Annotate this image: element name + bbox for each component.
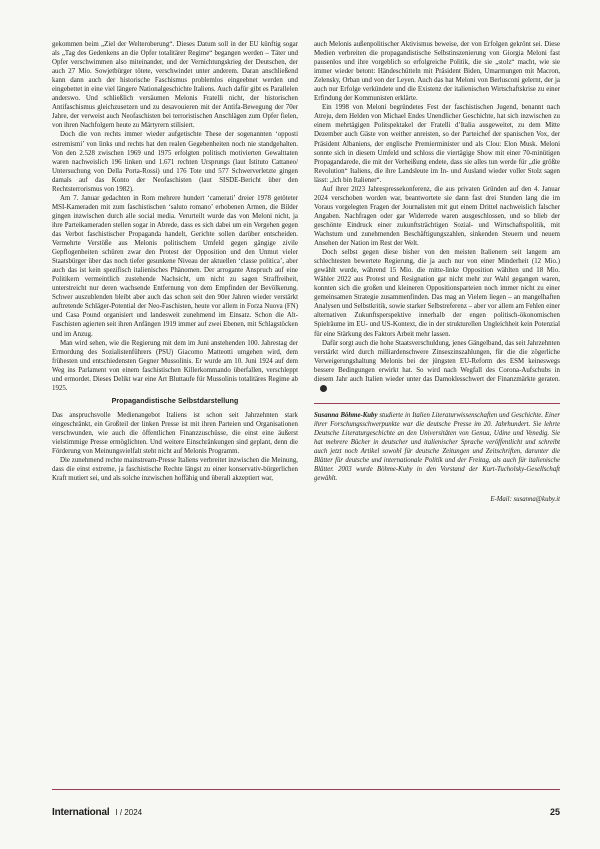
footer-left	[52, 802, 142, 820]
author-bio	[314, 411, 560, 484]
paragraph: Doch die von rechts immer wieder aufgetischte These der sogenannten ‘opposti estremismi’ von links und rechts hat den realen Gegebenheiten noch nie standgehalten. Von den 2.528 zwischen 1969 und 1975 erfolgten politisch motivierten Gewalttaten waren nachweislich 196 linken und 1.671 rechten Ursprungs (laut Istituto Cattaneo/ Untersuchung von Della Porta-Rossi) und 176 Tote und 577 Schwerverletzte gingen damals auf das Konto der Neofaschisten (laut SISDE-Bericht über den Rechtsterrorismus von 1982).	[52, 131, 298, 193]
right-column	[314, 40, 560, 760]
author-email: E-Mail: susanna@kuby.it	[490, 495, 560, 503]
paragraph: Die zunehmend rechte mainstream-Presse Italiens verbreitet inzwischen die Meinung, dass die einst extreme, ja faschistische Rechte längst zu einer konservativ-bürgerlichen Kraft mutiert sei, und als solche inzwischen hoffähig und überall akzeptiert war,	[52, 457, 298, 483]
last-paragraph	[314, 339, 560, 393]
paragraph: gekommen beim „Ziel der Welteroberung“. Dieses Datum soll in der EU künftig sogar als „Tag des Gedenkens an die Opfer totalitärer Regime“ begangen werden – Täter und Opfer verschwimmen also miteinander, und der Vernichtungskrieg der Deutschen, der auch 27 Mio. Sowjetbürger tötete, verschwindet unter anderem. Daran anschließend kann dann auch der historische Faschismus problemlos eingeebnet werden und eingebettet in eine viel längere Nationalgeschichte Italiens. Auch dafür gibt es Parallelen anderswo. Und schließlich versäumen Melonis Fratelli nicht, der historischen Antifaschismus gleichzusetzen und zu desavouieren mit der Antifa-Bewegung der 70er Jahre, der verweist auch Neofaschisten bei terroristischen Anschlägen zum Opfer fielen, von ihren Nachfolgern heute zu Märtyrern stilisiert.	[52, 41, 298, 130]
paragraph: Das anspruchsvolle Medienangebot Italiens ist schon seit Jahrzehnten stark eingeschränkt, ein Großteil der linken Presse ist mit ihren Parteien und Organisationen verschwunden, wie auch die öffentlichen Finanzzuschüsse, die einst eine äußerst vielstimmige Presse ermöglichten. Und weitere Einschränkungen sind geplant, denn die Förderung von Meinungsvielfalt steht nicht auf Melonis Programm.	[52, 411, 298, 456]
paragraph: Man wird sehen, wie die Regierung mit dem im Juni anstehenden 100. Jahrestag der Ermordung des Sozialistenführers (PSU) Giacomo Matteotti umgehen wird, dem frühesten und entschiedensten Gegner Mussolinis. Er wurde am 10. Juni 1924 auf dem Weg ins Parlament von einem faschistischen Killerkommando überfallen, verschleppt und ermordet. Dieses Delikt war eine Art Bluttaufe für Mussolinis totalitäres Regime ab 1925.	[52, 339, 298, 392]
paragraph: Auf ihrer 2023 Jahrespressekonferenz, die aus privaten Gründen auf den 4. Januar 2024 verschoben worden war, beantwortete sie dann fast drei Stunden lang die im Voraus vorgelegten Fragen der Journalisten mit gut einem Drittel nachweislich falscher Angaben. Nachfragen oder gar Widerrede waren ausgeschlossen, und so blieb der geschönte Eindruck einer zukunftsträchtigen Sozial- und Wirtschaftspolitik, mit Wachstum und zunehmenden Beschäftigungszahlen, sinkenden Steuern und neuem Ansehen der Nation im Rest der Welt.	[314, 185, 560, 248]
issue-number: I / 2024	[115, 808, 143, 817]
paragraph: auch Melonis außenpolitischer Aktivismus beweise, der von Erfolgen gekrönt sei. Diese Medien verbreiten die propagandistische Selbstinszenierung von Giorgia Meloni fast pausenlos und ihre vorgeblich so erfolgreiche Politik, die sie „stolz“ macht, wie sie immer wieder betont: Händeschütteln mit Präsident Biden, Umarmungen mit Macron, Zelensky, Orban und von der Leyen. Auch das hat Meloni von Berlusconi gelernt, der ja auch nur Erfolge verkündete und die Existenz der italienischen Wirtschaftskrise zu einer Erfindung der Kommunisten erklärte.	[314, 41, 560, 103]
bio-divider	[314, 403, 560, 404]
page-footer	[52, 789, 560, 820]
paragraph: Am 7. Januar gedachten in Rom mehrere hundert ‘camerati’ dreier 1978 getöteter MSI-Kameraden mit zum faschistischen ‘saluto romano’ erhobenen Armen, die Bilder gingen inzwischen durch alle social media. Verurteilt wurde das von Meloni nicht, ja ihre Parteikameraden stellen sogar in Abrede, dass es sich dabei um ein Vergehen gegen das Verbot faschistischer Propaganda handelt, Gerichte sollen darüber entscheiden. Vermehrte Verstöße aus Melonis politischem Umfeld gegen gängige zivile Gepflogenheiten schüren zwar den Protest der Opposition und den Unmut vieler Staatsbürger über das noch tiefer gesunkene Niveau der aktuellen ‘classe politica’, aber auch das ist kein spezifisch italienisches Phänomen. Der arrogante Anspruch auf eine Politikern vermeintlich zustehende Nachsicht, um nicht zu sagen Straffreiheit, unterstreicht nur deren wachsende Entfernung von dem Empfinden der Bevölkerung. Schwer auszublenden bleibt aber auch das schon seit den 90er Jahren wieder verstärkt auftretende Schläger-Potential der Neo-Faschisten, heute vor allem in Forza Nuova (FN) und Casa Pound organisiert und landesweit zunehmend im Einsatz. Schon die Alt-Faschisten agierten seit ihren Anfängen 1919 immer auf zwei Ebenen, mit Schlagstöcken und im Anzug.	[52, 194, 298, 338]
page-number: 25	[549, 807, 560, 817]
end-of-article-icon	[320, 385, 327, 392]
author-bio-text: studierte in Italien Literaturwissenschaften und Geschichte. Einer ihrer Forschungsschwerpunkte war die deutsche Presse im 20. Jahrhundert. Sie lehrte Deutsche Literaturgeschichte an den Universitäten von Genua, Udine und Venedig. Sie hat mehrere Bücher in deutscher und italienischer Sprache veröffentlicht und schreibt auch jetzt noch Artikel sowohl für deutsche Zeitungen und Zeitschriften, darunter die Blätter für deutsche und internationale Politik und der Freitag, als auch für italienische Blätter. 2003 wurde Böhme-Kuby in den Vorstand der Kurt-Tucholsky-Gesellschaft gewählt.	[314, 411, 560, 483]
paragraph: Ein 1998 von Meloni begründetes Fest der faschistischen Jugend, benannt nach Atreju, dem Helden von Michael Endes Unendlicher Geschichte, hat sich inzwischen zu einem mehrtägigen Politspektakel der Fratelli d’Italia ausgeweitet, zu dem Mitte Dezember auch Gäste von weither anreisten, so der Parteichef der spanischen Vox, der Präsident Albaniens, der englische Premierminister und als Clou: Elon Musk. Meloni sonnte sich in diesem Umfeld und schloss die viertägige Show mit einer 70-minütigen Propagandarede, die mit der Verheißung endete, dass sie alles tun werde für „die größte Revolution“ Italiens, die ihre Landsleute im In- und Ausland wieder voller Stolz sagen lässt: „ich bin Italiener“.	[314, 104, 560, 184]
paragraph-text: Dafür sorgt auch die hohe Staatsverschuldung, jenes Gängelband, das seit Jahrzehnten verstärkt wird durch milliardenschwere Zinseszinszahlungen, für die die zögerliche Verweigerungshaltung Melonis bei der jüngsten EU-Reform des ESM keineswegs bessere Bedingungen erwirkt hat. So wird nach Wegfall des Corona-Aufschubs in diesem Jahr auch Italien wieder unter das Damoklesschwert der Finanzmärkte geraten.	[314, 339, 560, 383]
paragraph: Doch selbst gegen diese bisher von den meisten Italienern seit langem am schlechtesten bewertete Regierung, die ja auch nur von einer Minderheit (12 Mio.) gewählt wurde, während 15 Mio. die mitte-linke Opposition wählten und 18 Mio. Wähler 2022 aus Protest und Resignation gar nicht mehr zur Wahl gegangen waren, konnten sich die großen und kleineren Oppositionsparteien noch immer nicht zu einer gemeinsamen Strategie zusammenfinden. Das mag an Vielem liegen – an mangelhaften Analysen und Selbstkritik, sowie starker Selbstreferenz – aber vor allem am Fehlen einer alternativen Zukunftsperspektive innerhalb der engen politisch-ökonomischen Spielräume im EU- und US-Kontext, die in der strukturellen Ungleichheit kein Potenzial für eine Stärkung des Faktors Arbeit mehr lassen.	[314, 249, 560, 338]
author-name: Susanna Böhme-Kuby	[314, 411, 378, 419]
magazine-name: International	[52, 807, 110, 818]
article-body	[52, 40, 560, 760]
section-subheading: Propagandistische Selbstdarstellung	[111, 397, 239, 405]
left-column	[52, 40, 298, 760]
